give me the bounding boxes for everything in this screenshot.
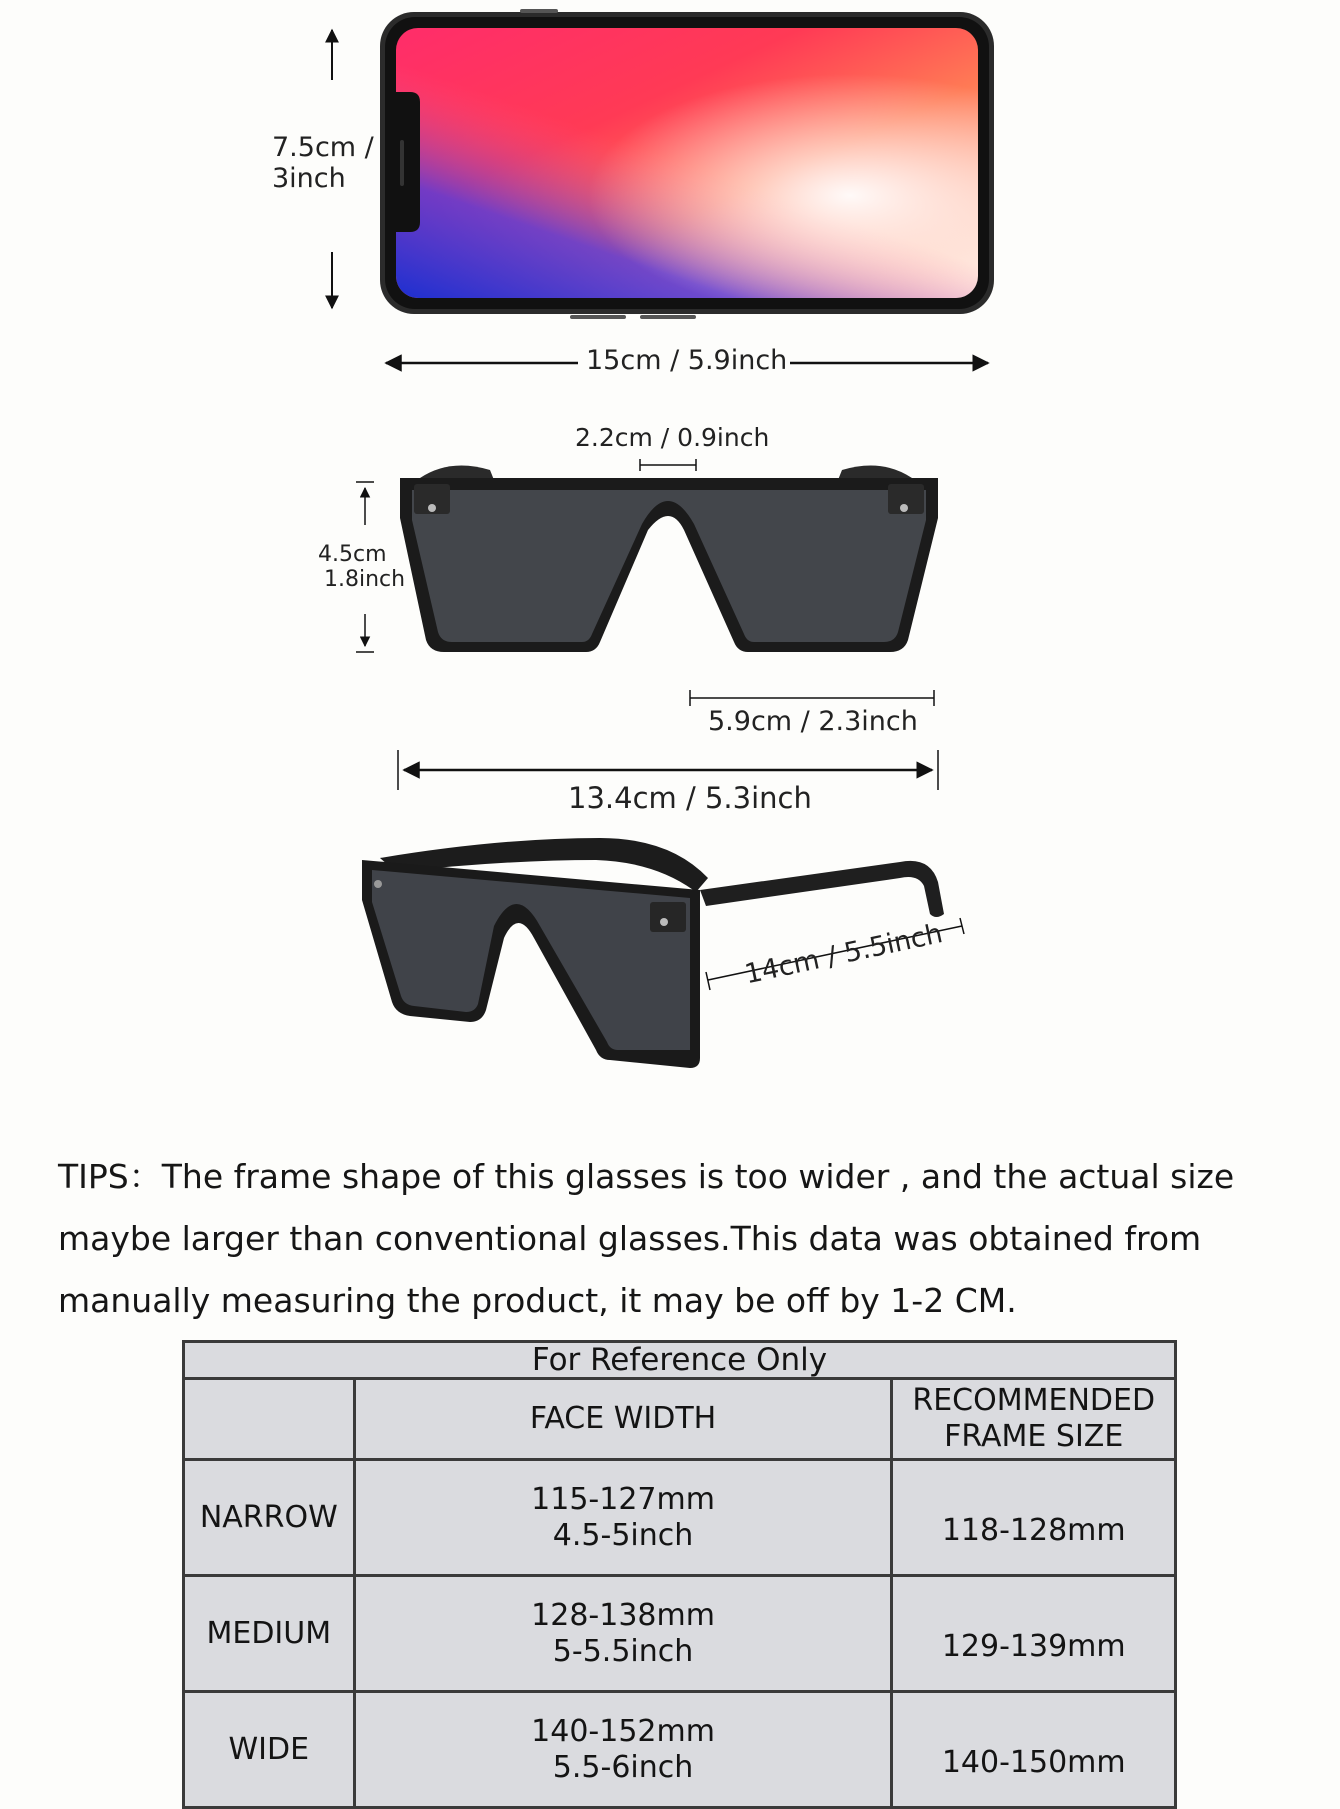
row-size-name: WIDE xyxy=(184,1692,355,1808)
phone-height-label-line2: 3inch xyxy=(272,163,346,195)
phone-illustration xyxy=(380,9,994,319)
row-frame-size: 140-150mm xyxy=(892,1692,1176,1808)
row-face-inch: 5.5-6inch xyxy=(552,1749,694,1785)
table-row xyxy=(184,1460,1176,1576)
row-face-width xyxy=(354,1692,892,1808)
row-face-inch: 5-5.5inch xyxy=(552,1633,694,1669)
header-empty-cell xyxy=(184,1379,355,1460)
table-header-row xyxy=(184,1379,1176,1460)
bridge-dimension xyxy=(640,459,696,471)
size-reference-table xyxy=(182,1340,1177,1809)
row-face-width xyxy=(354,1460,892,1576)
phone-height-label xyxy=(272,132,374,194)
lens-height-label-line2: 1.8inch xyxy=(324,567,406,593)
row-frame-size: 129-139mm xyxy=(892,1576,1176,1692)
table-row xyxy=(184,1576,1176,1692)
tips-paragraph xyxy=(58,1146,1298,1332)
tips-prefix: TIPS： xyxy=(58,1157,162,1196)
header-col3-line1: RECOMMENDED xyxy=(912,1383,1156,1418)
temple-length-label: 14cm / 5.5inch xyxy=(742,918,946,991)
lens-width-label: 5.9cm / 2.3inch xyxy=(708,706,918,737)
row-face-mm: 140-152mm xyxy=(531,1713,715,1749)
row-face-width xyxy=(354,1576,892,1692)
table-row xyxy=(184,1692,1176,1808)
table-caption-row xyxy=(184,1342,1176,1379)
row-size-name: NARROW xyxy=(184,1460,355,1576)
tips-text: The frame shape of this glasses is too wider , and the actual size maybe larger than conventional glasses.This data was obtained from manually measuring the product, it may be off by 1-2 CM. xyxy=(58,1157,1235,1320)
phone-width-label: 15cm / 5.9inch xyxy=(586,345,788,376)
header-recommended-frame-size xyxy=(892,1379,1176,1460)
glasses-front-illustration xyxy=(400,466,938,653)
lens-height-label-line1: 4.5cm xyxy=(318,542,387,567)
lens-width-dimension xyxy=(690,690,934,706)
row-size-name: MEDIUM xyxy=(184,1576,355,1692)
row-face-mm: 128-138mm xyxy=(531,1597,715,1633)
row-face-mm: 115-127mm xyxy=(531,1481,715,1517)
table-caption: For Reference Only xyxy=(184,1342,1176,1379)
header-face-width: FACE WIDTH xyxy=(354,1379,892,1460)
header-col3-line2: FRAME SIZE xyxy=(944,1419,1124,1454)
row-frame-size: 118-128mm xyxy=(892,1460,1176,1576)
total-width-label: 13.4cm / 5.3inch xyxy=(568,781,812,815)
lens-height-label xyxy=(318,542,405,593)
row-face-inch: 4.5-5inch xyxy=(552,1517,694,1553)
bridge-label: 2.2cm / 0.9inch xyxy=(575,423,770,452)
phone-height-label-line1: 7.5cm / xyxy=(272,132,374,163)
